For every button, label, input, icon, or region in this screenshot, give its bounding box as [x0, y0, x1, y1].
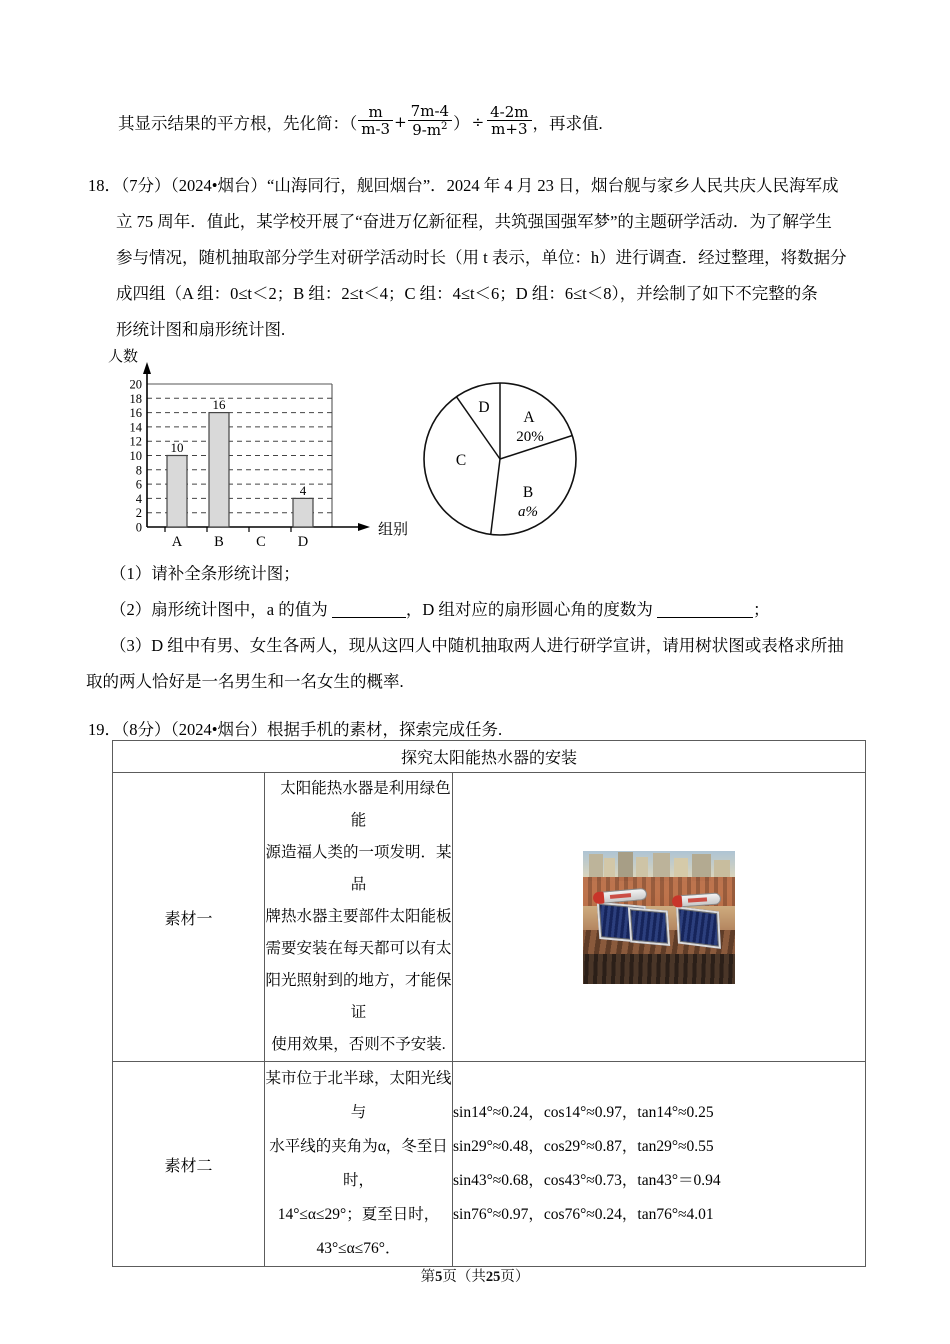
- close-paren: ）: [453, 113, 470, 133]
- pie-value-B: a%: [518, 504, 538, 520]
- category-label-A: A: [171, 534, 183, 550]
- photo-solar-panel: [627, 907, 669, 945]
- material-1-line-5: 阳光照射到的地方，才能保证: [265, 972, 452, 1021]
- bar-chart-category-labels: [172, 534, 308, 550]
- photo-tank-stripe: [688, 898, 707, 903]
- fraction-1-numerator: m: [368, 102, 383, 121]
- bar-chart-y-axis-title: 人数: [108, 349, 139, 365]
- y-tick-14: 14: [129, 420, 142, 435]
- question-2-part-2: ，D 组对应的扇形圆心角的度数为: [405, 600, 653, 619]
- footer-total-pages: 25: [485, 1269, 501, 1285]
- material-1-line-6: 使用效果，否则不予安装.: [271, 1036, 446, 1053]
- bar-value-D: 4: [299, 483, 307, 498]
- photo-roof-tiles-dark: [583, 954, 735, 983]
- pie-value-A: 20%: [516, 429, 544, 445]
- y-tick-8: 8: [135, 463, 142, 478]
- photo-tank-cap: [672, 895, 683, 908]
- y-tick-2: 2: [135, 506, 142, 521]
- page-footer: [0, 1265, 950, 1286]
- category-label-C: C: [256, 534, 266, 550]
- question-3: （3）D 组中有男、女生各两人，现从这四人中随机抽取两人进行研学宣讲，请用树状图或表格求所抽: [110, 636, 844, 655]
- trig-line-76deg: sin76°≈0.97，cos76°≈0.24，tan76°≈4.01: [453, 1206, 714, 1223]
- bar-B: [209, 413, 229, 527]
- problem-18-line-2: 立 75 周年．值此，某学校开展了“奋进万亿新征程，共筑强国强军梦”的主题研学活动．为了解学生: [116, 212, 832, 231]
- question-1: （1）请补全条形统计图；: [110, 564, 300, 583]
- material-1-media-cell: [453, 773, 866, 1062]
- fraction-3: [486, 102, 532, 139]
- problem-18-line-1: 18．（7分）（2024•烟台）“山海同行，舰回烟台”．2024 年 4 月 23 日，烟台舰与家乡人民共庆人民海军成: [88, 176, 839, 195]
- bar-value-B: 16: [212, 397, 226, 412]
- formula-line: [118, 104, 918, 139]
- bar-A: [167, 456, 187, 528]
- fraction-2-denominator: $9-m^2$: [408, 120, 452, 139]
- fraction-2: [407, 104, 453, 139]
- material-table: [112, 740, 866, 1267]
- y-tick-10: 10: [129, 449, 142, 463]
- pie-label-B: B: [522, 484, 534, 501]
- pie-label-C: C: [455, 452, 467, 469]
- fraction-2-numerator: 7m-4: [410, 102, 450, 120]
- pie-label-D: D: [478, 399, 490, 416]
- y-tick-6: 6: [135, 477, 142, 492]
- material-1-line-4: 需要安装在每天都可以有太: [265, 940, 452, 957]
- formula-lead: 其显示结果的平方根，先化简：（: [118, 113, 358, 133]
- plus-operator: +: [394, 112, 407, 131]
- table-row-material-2: [113, 1062, 866, 1267]
- bar-chart-x-axis-title: 组别: [378, 522, 409, 538]
- bar-D: [293, 498, 313, 527]
- trig-line-14deg: sin14°≈0.24，cos14°≈0.97，tan14°≈0.25: [453, 1104, 714, 1121]
- exponent-2: 2: [441, 120, 448, 132]
- material-1-text: [265, 773, 453, 1062]
- photo-solar-panel: [676, 906, 720, 949]
- material-2-line-2: 水平线的夹角为α，冬至日时，: [269, 1138, 448, 1189]
- problem-19-heading: 19．（8分）（2024•烟台）根据手机的素材，探索完成任务.: [88, 720, 503, 739]
- fraction-3-numerator: 4-2m: [490, 102, 529, 121]
- fraction-1-denominator: m-3: [358, 120, 393, 138]
- material-2-line-1: 某市位于北半球，太阳光线与: [265, 1070, 452, 1121]
- fraction-1: [357, 102, 394, 139]
- table-row-material-1: [113, 773, 866, 1062]
- category-label-B: B: [214, 534, 224, 550]
- question-3-cont: 取的两人恰好是一名男生和一名女生的概率.: [86, 672, 404, 691]
- question-2-part-1: （2）扇形统计图中，a 的值为: [110, 600, 328, 619]
- answer-blank-angle[interactable]: [657, 617, 753, 618]
- footer-prefix: 第: [420, 1269, 436, 1285]
- y-tick-20: 20: [129, 377, 142, 392]
- problem-18-line-5: 形统计图和扇形统计图.: [116, 320, 286, 339]
- footer-middle: 页（共: [442, 1269, 486, 1285]
- material-2-label: 素材二: [113, 1062, 265, 1267]
- answer-blank-a[interactable]: [332, 617, 406, 618]
- material-2-line-4: 43°≤α≤76°．: [316, 1240, 401, 1257]
- problem-18-line-3: 参与情况，随机抽取部分学生对研学活动时长（用 t 表示，单位：h）进行调查．经过整理，将数据分: [116, 248, 847, 267]
- trig-line-29deg: sin29°≈0.48，cos29°≈0.87，tan29°≈0.55: [453, 1138, 714, 1155]
- photo-tank-stripe: [610, 893, 631, 899]
- bar-chart-y-ticks: [130, 378, 143, 535]
- material-1-line-3: 牌热水器主要部件太阳能板: [265, 908, 452, 925]
- y-tick-4: 4: [135, 491, 142, 506]
- y-tick-0: 0: [135, 520, 142, 535]
- bar-chart-y-axis: [143, 362, 151, 527]
- table-title: 探究太阳能热水器的安装: [113, 741, 866, 773]
- footer-page-number: 5: [435, 1269, 443, 1285]
- y-tick-16: 16: [129, 406, 142, 421]
- material-1-line-1: 太阳能热水器是利用绿色能: [280, 780, 451, 829]
- problem-18-line-4: 成四组（A 组：0≤t＜2；B 组：2≤t＜4；C 组：4≤t＜6；D 组：6≤t＜8），并绘制了如下不完整的条: [116, 284, 818, 303]
- trig-line-43deg: sin43°≈0.68，cos43°≈0.73，tan43°＝0.94: [453, 1172, 721, 1189]
- material-1-line-2: 源造福人类的一项发明．某品: [265, 844, 452, 893]
- question-2: [110, 592, 900, 628]
- formula-tail: ，再求值.: [532, 113, 603, 133]
- material-2-text: [265, 1062, 453, 1267]
- category-label-D: D: [297, 534, 309, 550]
- solar-water-heater-photo: [583, 851, 735, 984]
- pie-label-A: A: [523, 409, 535, 426]
- bar-chart: [100, 344, 420, 554]
- question-2-part-3: ；: [753, 600, 770, 619]
- pie-chart: [400, 362, 600, 562]
- material-1-label: 素材一: [113, 773, 265, 1062]
- y-tick-18: 18: [129, 391, 142, 406]
- material-2-trig-values: [453, 1062, 866, 1267]
- problem-18-questions: [86, 556, 900, 700]
- divide-operator: ÷: [471, 112, 485, 131]
- problem-18-statement: [88, 168, 888, 348]
- statistics-figures: [100, 344, 640, 554]
- table-title-row: [113, 741, 866, 773]
- footer-suffix: 页）: [500, 1269, 530, 1285]
- material-2-line-3: 14°≤α≤29°；夏至日时，: [277, 1206, 440, 1223]
- bar-value-A: 10: [170, 440, 184, 455]
- y-tick-12: 12: [129, 434, 142, 449]
- fraction-3-denominator: m+3: [487, 120, 531, 138]
